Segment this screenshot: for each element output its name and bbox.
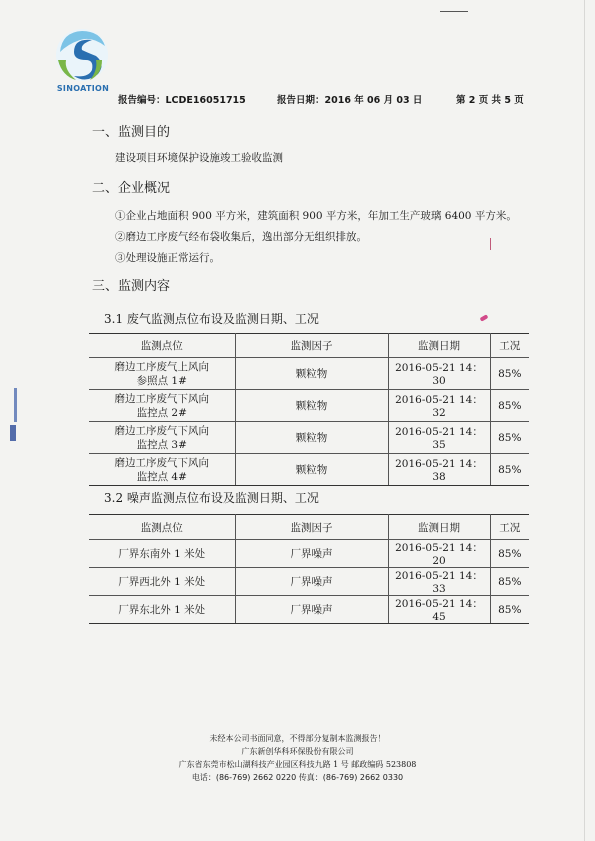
point-cell: 厂界西北外 1 米处 [89, 568, 235, 596]
report-date: 报告日期：2016 年 06 月 03 日 [277, 95, 423, 106]
point-cell: 磨边工序废气下风向 监控点 4# [89, 454, 235, 486]
date-cell: 2016-05-21 14：38 [388, 454, 490, 486]
load-cell: 85% [490, 568, 529, 596]
table-row [89, 422, 529, 454]
table-header-row [89, 515, 529, 540]
footer-company: 广东新创华科环保股份有限公司 [241, 747, 354, 756]
purpose-text: 建设项目环境保护设施竣工验收监测 [115, 152, 283, 164]
section-title-overview: 二、企业概况 [92, 181, 171, 196]
load-cell: 85% [490, 422, 529, 454]
point-cell: 厂界东南外 1 米处 [89, 540, 235, 568]
factor-cell: 颗粒物 [235, 390, 388, 422]
date-cell: 2016-05-21 14：35 [388, 422, 490, 454]
section-title-purpose: 一、监测目的 [92, 125, 171, 140]
point-cell: 厂界东北外 1 米处 [89, 596, 235, 624]
column-header: 监测点位 [89, 334, 235, 358]
footer-phone: 电话：(86-769) 2662 0220 传真：(86-769) 2662 0330 [191, 773, 404, 782]
footer-address: 广东省东莞市松山湖科技产业园区科技九路 1 号 邮政编码 523808 [178, 760, 417, 769]
overview-item: ②磨边工序废气经布袋收集后，逸出部分无组织排放。 [115, 231, 367, 243]
stain-mark [480, 314, 489, 321]
stain-mark [490, 238, 491, 250]
column-header: 监测因子 [235, 515, 388, 540]
exhaust-monitoring-table [89, 333, 529, 486]
date-cell: 2016-05-21 14：20 [388, 540, 490, 568]
column-header: 工况 [490, 334, 529, 358]
overview-item: ③处理设施正常运行。 [115, 252, 220, 264]
load-cell: 85% [490, 358, 529, 390]
subsection-title-exhaust: 3.1 废气监测点位布设及监测日期、工况 [104, 312, 319, 326]
scan-line [440, 11, 468, 12]
factor-cell: 厂界噪声 [235, 540, 388, 568]
table-row [89, 568, 529, 596]
section-title-content: 三、监测内容 [92, 279, 171, 294]
date-cell: 2016-05-21 14：45 [388, 596, 490, 624]
factor-cell: 厂界噪声 [235, 568, 388, 596]
load-cell: 85% [490, 390, 529, 422]
factor-cell: 颗粒物 [235, 422, 388, 454]
date-cell: 2016-05-21 14：33 [388, 568, 490, 596]
subsection-title-noise: 3.2 噪声监测点位布设及监测日期、工况 [104, 491, 319, 505]
load-cell: 85% [490, 540, 529, 568]
table-row [89, 358, 529, 390]
point-cell: 磨边工序废气上风向 参照点 1# [89, 358, 235, 390]
table-row [89, 454, 529, 486]
date-cell: 2016-05-21 14：30 [388, 358, 490, 390]
column-header: 工况 [490, 515, 529, 540]
binding-mark [10, 425, 16, 441]
load-cell: 85% [490, 596, 529, 624]
overview-item: ①企业占地面积 900 平方米，建筑面积 900 平方米，年加工生产玻璃 6400 平方米。 [115, 210, 517, 222]
company-logo-icon [52, 26, 112, 84]
date-cell: 2016-05-21 14：32 [388, 390, 490, 422]
table-header-row [89, 334, 529, 358]
footer-notice: 未经本公司书面同意，不得部分复制本监测报告！ [209, 734, 386, 743]
load-cell: 85% [490, 454, 529, 486]
column-header: 监测因子 [235, 334, 388, 358]
company-logo-text: SINOATION [56, 84, 110, 93]
page-indicator: 第 2 页 共 5 页 [456, 95, 524, 106]
report-number: 报告编号：LCDE16051715 [118, 95, 246, 106]
point-cell: 磨边工序废气下风向 监控点 2# [89, 390, 235, 422]
factor-cell: 颗粒物 [235, 358, 388, 390]
noise-monitoring-table [89, 514, 529, 624]
binding-mark [14, 388, 17, 422]
column-header: 监测点位 [89, 515, 235, 540]
column-header: 监测日期 [388, 334, 490, 358]
column-header: 监测日期 [388, 515, 490, 540]
page-edge [584, 0, 585, 841]
table-row [89, 540, 529, 568]
table-row [89, 390, 529, 422]
point-cell: 磨边工序废气下风向 监控点 3# [89, 422, 235, 454]
table-row [89, 596, 529, 624]
factor-cell: 厂界噪声 [235, 596, 388, 624]
factor-cell: 颗粒物 [235, 454, 388, 486]
